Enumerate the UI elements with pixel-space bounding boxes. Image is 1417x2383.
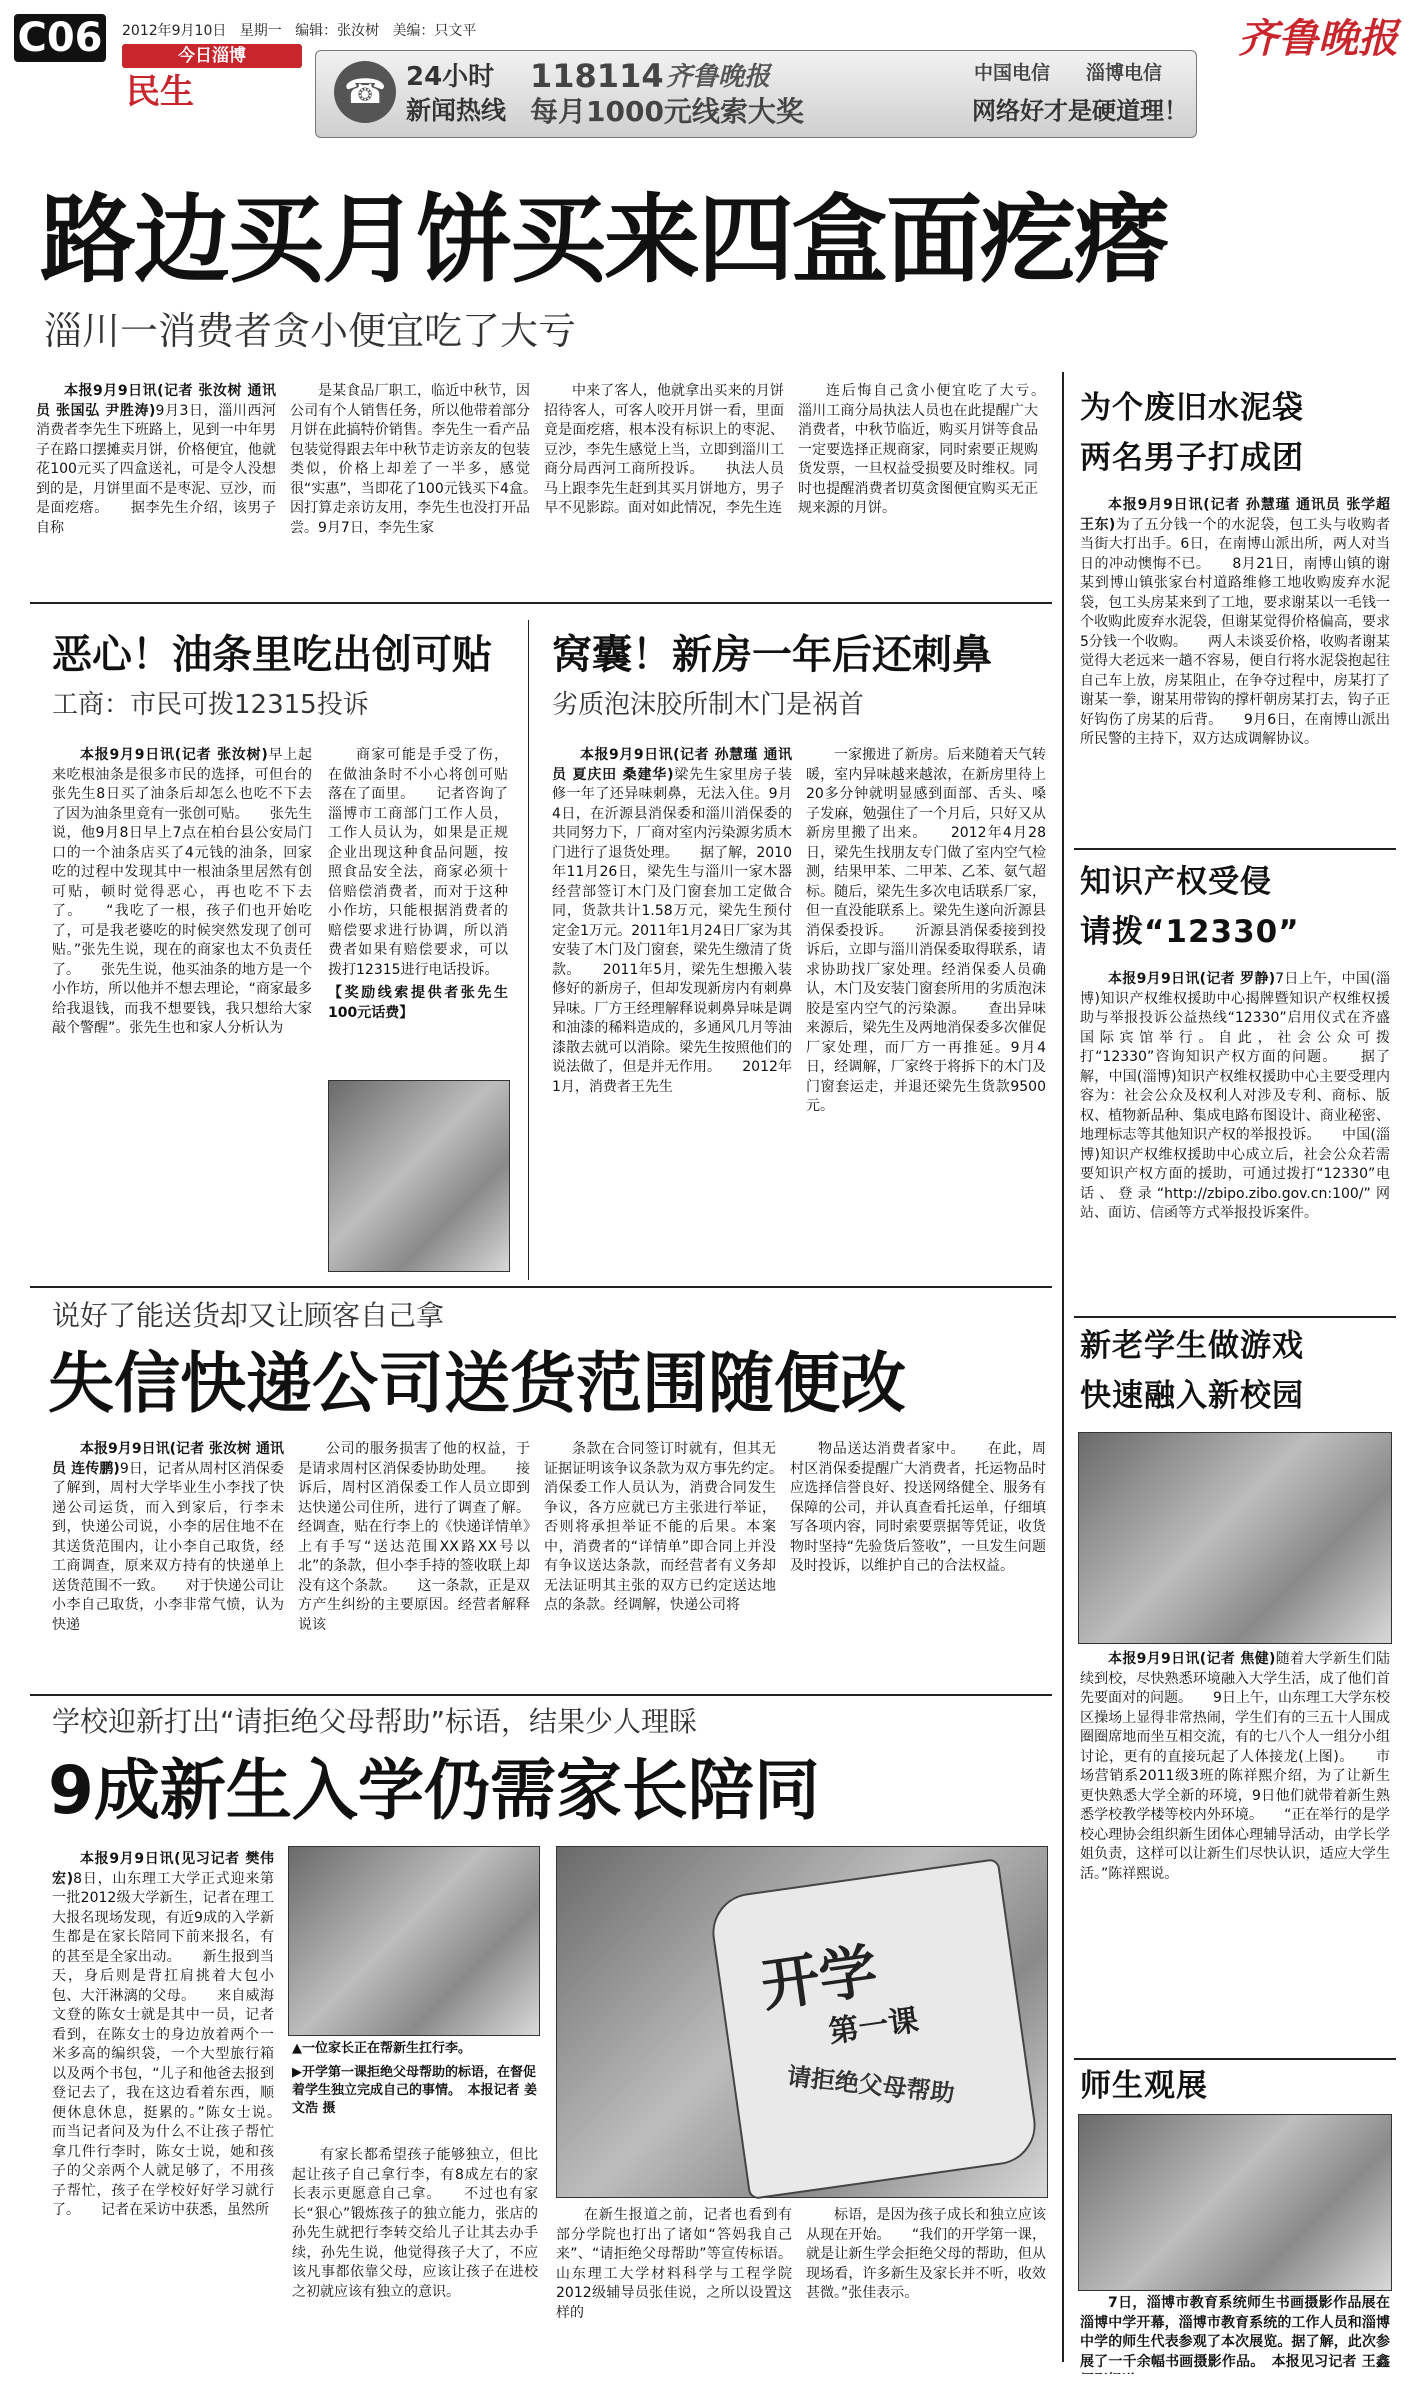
rule-lead-bottom <box>30 602 1052 604</box>
rule-school-top <box>30 1694 1052 1696</box>
youtiao-reward-tip: 【奖励线索提供者张先生100元话费】 <box>328 985 508 1021</box>
school-photo-carrying <box>288 1846 540 2036</box>
school-col-4: 标语，是因为孩子成长和独立应该从现在开始。 “我们的开学第一课，就是让新生学会拒绝父母的帮助，但从现场看，许多新生及家长并不听，收效甚微。”张佳表示。 <box>806 2207 1046 2301</box>
express-byline: 本报9月9日讯(记者 张汝树 通讯员 连传鹏) <box>52 1441 284 1477</box>
express-col-1: 本报9月9日讯(记者 张汝树 通讯员 连传鹏)9日，记者从周村区消保委了解到，周村大学毕业生小李找了快递公司运货，而入到家后，行李未到，快递公司说，小李的居住地不在其送货范围内，让小李自己取货，经工商调查，原来双方持有的快递单上送货范围不一致。 对于快递公司让小李自己取货，小李非常气愤，认为快递 <box>52 1441 284 1633</box>
rule-s4-top <box>1074 2058 1396 2060</box>
telecom-logo: 中国电信 <box>974 62 1051 84</box>
ad-slogan: 网络好才是硬道理！ <box>972 97 1188 125</box>
editor: 编辑：张汝树 <box>295 23 380 39</box>
lead-headline: 路边买月饼买来四盒面疙瘩 <box>40 184 1168 296</box>
s4-title: 师生观展 <box>1080 2068 1208 2104</box>
issue-date: 2012年9月10日 <box>122 23 227 39</box>
youtiao-col-2: 商家可能是手受了伤，在做油条时不小心将创可贴落在了面里。 记者咨询了淄博市工商部门工作人员，工作人员认为，如果是正规企业出现这种食品问题，按照食品安全法，商家必须十倍赔偿消费者，而对于这种小作坊，只能根据消费者的赔偿要求进行协调，所以消费者如果有赔偿要求，可以拨打12315进行电话投诉。 【奖励线索提供者张先生100元话费】 <box>328 746 508 1066</box>
rule-s3-top <box>1074 1316 1396 1318</box>
s1-title-line2: 两名男子打成团 <box>1080 440 1304 476</box>
s2-title-line1: 知识产权受侵 <box>1080 864 1272 900</box>
hotline-ad-banner <box>315 50 1197 138</box>
youtiao-subheadline: 工商：市民可拨12315投诉 <box>52 690 369 720</box>
banner-board <box>707 1858 1040 2200</box>
section-tag: 今日淄博 <box>122 44 302 68</box>
issue-weekday: 星期一 <box>239 23 282 39</box>
banner-text-1: 开学 <box>757 1936 882 2020</box>
lead-byline: 本报9月9日讯(记者 张汝树 通讯员 张国弘 尹胜涛) <box>36 383 276 419</box>
rule-youtiao-wonang <box>528 620 529 1280</box>
lead-col-3: 中来了客人，他就拿出买来的月饼招待客人，可客人咬开月饼一看，里面竟是面疙瘩，根本没有标识上的枣泥、豆沙，李先生感觉上当，立即到淄川工商分局西河工商所投诉。 执法人员马上跟李先生赶到其买月饼地方，男子早不见影踪。面对如此情况，李先生连 <box>544 383 784 516</box>
rule-s2-top <box>1074 848 1396 850</box>
s3-photo-students <box>1078 1432 1392 1644</box>
wonang-col-1: 本报9月9日讯(记者 孙慧瑾 通讯员 夏庆田 桑建华)梁先生家里房子装修一年了还异味刺鼻，无法入住。9月4日，在沂源县消保委和淄川消保委的共同努力下，厂商对室内污染源劣质木门进行了退货处理。 据了解，2010年11月26日，梁先生与淄川一家木器经营部签订木门及门窗套加工定做合同，货款共计1.58万元，梁先生预付定金1万元。2011年1月24日厂家为其安装了木门及门窗套，梁先生缴清了货款。 2011年5月，梁先生想搬入装修好的新房子，但却发现新房内有刺鼻异味。厂方王经理解释说刺鼻异味是调和油漆的稀料造成的，多通风几月等油漆散去就可以消除。梁先生按照他们的说法做了，但是并无作用。 2012年1月，消费者王先生 <box>552 747 792 1095</box>
s3-byline: 本报9月9日讯(记者 焦健) <box>1108 1651 1276 1667</box>
lead-col-4: 连后悔自己贪小便宜吃了大亏。 淄川工商分局执法人员也在此提醒广大消费者，中秋节临近，购买月饼等食品一定要选择正规商家，同时索要正规购货发票，一旦权益受损要及时维权。同时也提醒消费者切莫贪图便宜购买无正规来源的月饼。 <box>798 383 1038 516</box>
school-col-3: 在新生报道之前，记者也看到有部分学院也打出了诸如“答妈我自己来”、“请拒绝父母帮助”等宣传标语。山东理工大学材料科学与工程学院2012级辅导员张佳说，之所以设置这样的 <box>556 2207 792 2321</box>
lead-subheadline: 淄川一消费者贪小便宜吃了大亏 <box>44 309 577 353</box>
school-caption-2: ▶开学第一课拒绝父母帮助的标语，在督促着学生独立完成自己的事情。 本报记者 姜文浩 摄 <box>292 2065 538 2116</box>
ad-brand: 齐鲁晚报 <box>666 62 771 92</box>
youtiao-photo <box>328 1080 510 1272</box>
wonang-headline: 窝囊！新房一年后还刺鼻 <box>552 632 992 678</box>
hotline-number: 118114 <box>530 57 664 95</box>
banner-text-2: 第一课 <box>826 2002 921 2051</box>
wonang-col-2: 一家搬进了新房。后来随着天气转暖，室内异味越来越浓，在新房里待上20多分钟就明显感到面部、舌头、嗓子发麻，勉强住了一个月后，只好又从新房里搬了出来。 2012年4月28日，梁先生找朋友专门做了室内空气检测，结果甲苯、二甲苯、乙苯、氨气超标。随后，梁先生多次电话联系厂家，但一直没能联系上。梁先生遂向沂源县消保委投诉。 沂源县消保委接到投诉后，立即与淄川消保委取得联系，请求协助找厂家处理。经消保委人员确认，木门及安装门窗套所用的劣质泡沫胶是室内空气的污染源。 查出异味来源后，梁先生及两地消保委多次催促厂家处理，而厂方一再推延。9月4日，经调解，厂家终于将拆下的木门及门窗套运走，并退还梁先生货款9500元。 <box>806 747 1046 1114</box>
s3-title-line2: 快速融入新校园 <box>1080 1378 1304 1414</box>
express-col-2: 公司的服务损害了他的权益，于是请求周村区消保委协助处理。 接诉后，周村区消保委工作人员立即到达快递公司住所，进行了调查了解。经调查，贴在行李上的《快递详情单》上有手写“送达范围XX路XX号以北”的条款，但小李手持的签收联上却没有这个条款。 这一条款，正是双方产生纠纷的主要原因。经营者解释说该 <box>298 1441 530 1633</box>
lead-col-2: 是某食品厂职工，临近中秋节，因公司有个人销售任务，所以他带着部分月饼在此搞特价销售。李先生一看产品包装觉得跟去年中秋节走访亲友的包装类似，价格上却差了一半多，感觉很“实惠”，当即花了100元钱买下4盒。 因打算走亲访友用，李先生也没打开品尝。9月7日，李先生家 <box>290 383 530 536</box>
s2-title-line2: 请拨“12330” <box>1080 914 1300 950</box>
s3-body: 本报9月9日讯(记者 焦健)随着大学新生们陆续到校，尽快熟悉环境融入大学生活，成了他们首先要面对的问题。 9日上午，山东理工大学东校区操场上显得非常热闹，学生们有的三五十人围成圈圈席地而坐互相交流，有的七八个人一组分小组讨论，更有的直接玩起了人体接龙(上图)。 市场营销系2011级3班的陈祥熙介绍，为了让新生更快熟悉大学全新的环境，9日他们就带着新生熟悉学校教学楼等校内外环境。 “正在举行的是学校心理协会组织新生团体心理辅导活动，由学长学姐负责，这样可以让新生们尽快认识，适应大学生活。”陈祥熙说。 <box>1080 1651 1390 1882</box>
school-col-2: 有家长都希望孩子能够独立，但比起让孩子自己拿行李，有8成左右的家长表示更愿意自己拿。 不过也有家长“狠心”锻炼孩子的独立能力，张店的孙先生就把行李转交给儿子让其去办手续，孙先生说，他觉得孩子大了，不应该凡事都依靠父母，应该让孩子在进校之初就应该有独立的意识。 <box>292 2147 538 2300</box>
designer: 美编：只文平 <box>392 23 477 39</box>
s1-byline: 本报9月9日讯(记者 孙慧瑾 通讯员 张学超 王东) <box>1080 497 1390 533</box>
ad-prize: 每月1000元线索大奖 <box>530 95 804 128</box>
s2-byline: 本报9月9日讯(记者 罗静) <box>1108 971 1276 987</box>
page-number: C06 <box>14 14 106 62</box>
rule-right-column <box>1062 372 1064 2362</box>
phone-icon: ☎ <box>334 61 396 123</box>
express-col-3: 条款在合同签订时就有，但其无证据证明该争议条款为双方事先约定。 消保委工作人员认为，消费合同发生争议，各方应就已方主张进行举证，否则将承担举证不能的后果。本案中，消费者的“详情单”即合同上并没有争议送达条款，而经营者有义务却无法证明其主张的双方已约定送达地点的条款。经调解，快递公司将 <box>544 1441 776 1613</box>
rule-express-top <box>30 1286 1052 1288</box>
youtiao-byline: 本报9月9日讯(记者 张汝树) <box>80 747 268 763</box>
newspaper-logo: 齐鲁晚报 <box>1238 15 1398 62</box>
hotline-title: 24小时 <box>406 62 495 92</box>
s1-title-line1: 为个废旧水泥袋 <box>1080 390 1304 426</box>
express-headline: 失信快递公司送货范围随便改 <box>48 1345 906 1422</box>
express-col-4: 物品送达消费者家中。 在此，周村区消保委提醒广大消费者，托运物品时应选择信誉良好、投送网络健全、服务有保障的公司，并认真查看托运单，仔细填写各项内容，同时索要票据等凭证，收货物时坚持“先验货后签收”，一旦发生问题及时投诉，以维护自己的合法权益。 <box>790 1441 1046 1574</box>
section-name: 民生 <box>126 72 194 112</box>
s2-body: 本报9月9日讯(记者 罗静)7日上午，中国(淄博)知识产权维权援助中心揭牌暨知识产权维权援助与举报投诉公益热线“12330”启用仪式在齐盛国际宾馆举行。自此，社会公众可拨打“12330”咨询知识产权方面的问题。 据了解，中国(淄博)知识产权维权援助中心主要受理内容为：社会公众及权利人对涉及专利、商标、版权、植物新品种、集成电路布图设计、商业秘密、地理标志等其他知识产权的举报投诉。 中国(淄博)知识产权维权援助中心成立后，社会公众若需要知识产权方面的援助，可通过拨打“12330”电话、登录“http://zbipo.zibo.gov.cn:100/”网站、面访、信函等方式举报投诉案件。 <box>1080 971 1390 1221</box>
express-kicker: 说好了能送货却又让顾客自己拿 <box>52 1299 445 1332</box>
s1-body: 本报9月9日讯(记者 孙慧瑾 通讯员 张学超 王东)为了五分钱一个的水泥袋，包工头与收购者当街大打出手。6日，在南博山派出所，两人对当日的冲动懊悔不已。 8月21日，南博山镇的谢某到博山镇张家台村道路维修工地收购废弃水泥袋，包工头房某来到了工地，要求谢某以一毛钱一个收购此废弃水泥袋，但谢某觉得价格偏高，要求5分钱一个收购。 两人未谈妥价格，收购者谢某觉得大老远来一趟不容易，便自行将水泥袋抱起往自己车上放，房某阻止，在争夺过程中，房某打了谢某一拳，谢某用带钩的撑杆朝房某打去，钩子正好钩伤了房某的后背。 9月6日，在南博山派出所民警的主持下，双方达成调解协议。 <box>1080 497 1390 747</box>
s4-photo-exhibition <box>1078 2114 1392 2291</box>
wonang-subheadline: 劣质泡沫胶所制木门是祸首 <box>552 690 865 720</box>
school-caption-1: ▲一位家长正在帮新生扛行李。 <box>292 2041 471 2056</box>
s4-caption: 7日，淄博市教育系统师生书画摄影作品展在淄博中学开幕，淄博市教育系统的工作人员和淄博中学的师生代表参观了本次展览。据了解，此次参展了一千余幅书画摄影作品。 本报见习记者 王鑫 <box>1080 2295 1390 2370</box>
school-byline: 本报9月9日讯(见习记者 樊伟宏) <box>52 1851 274 1887</box>
school-col-1: 本报9月9日讯(见习记者 樊伟宏)8日，山东理工大学正式迎来第一批2012级大学新生，记者在理工大报名现场发现，有近9成的入学新生都是在家长陪同下前来报名，有的甚至是全家出动。 新生报到当天，身后则是背扛肩挑着大包小包、大汗淋漓的父母。 来自威海文登的陈女士就是其中一员，记者看到，在陈女士的身边放着两个一米多高的编织袋，一个大型旅行箱以及两个书包，“儿子和他爸去报到登记去了，我在这边看着东西，顺便休息休息，挺累的。”陈女士说。 而当记者问及为什么不让孩子帮忙拿几件行李时，陈女士说，她和孩子的父亲两个人就足够了，不用孩子帮忙，孩子在学校好好学习就行了。 记者在采访中获悉，虽然所 <box>52 1851 274 2218</box>
issue-date-line <box>122 20 476 40</box>
school-headline: 9成新生入学仍需家长陪同 <box>48 1752 820 1829</box>
hotline-sub: 新闻热线 <box>406 96 507 125</box>
youtiao-col-1: 本报9月9日讯(记者 张汝树)早上起来吃根油条是很多市民的选择，可但台的张先生8日买了油条后却怎么也吃不下去了因为油条里竟有一张创可贴。 张先生说，他9月8日早上7点在柏台县公安局门口的一个油条店买了4元钱的油条，回家吃的过程中发现其中一根油条里居然有创可贴，顿时觉得恶心，再也吃不下去了。 “我吃了一根，孩子们也开始吃了，可是我老婆吃的时候突然发现了创可贴。”张先生说，现在的商家也太不负责任了。 张先生说，他买油条的地方是一个小作坊，所以他并不想去理论，“商家最多给我退钱，而我不想要钱，我只想给大家敲个警醒”。张先生也和家人分析认为 <box>52 747 312 1036</box>
school-photo-banner <box>556 1846 1048 2198</box>
school-kicker: 学校迎新打出“请拒绝父母帮助”标语，结果少人理睬 <box>52 1705 698 1738</box>
youtiao-headline: 恶心！油条里吃出创可贴 <box>52 632 492 678</box>
wonang-byline: 本报9月9日讯(记者 孙慧瑾 通讯员 夏庆田 桑建华) <box>552 747 792 783</box>
s3-title-line1: 新老学生做游戏 <box>1080 1328 1304 1364</box>
banner-text-3: 请拒绝父母帮助 <box>785 2061 956 2108</box>
zibo-telecom-logo: 淄博电信 <box>1086 62 1163 84</box>
lead-col-1: 本报9月9日讯(记者 张汝树 通讯员 张国弘 尹胜涛)9月3日，淄川西河消费者李先生下班路上，见到一中年男子在路口摆摊卖月饼，价格便宜，他就花100元买了四盒送礼，可是令人没想到的是，月饼里面不是枣泥、豆沙，而是面疙瘩。 据李先生介绍，该男子自称 <box>36 383 276 536</box>
